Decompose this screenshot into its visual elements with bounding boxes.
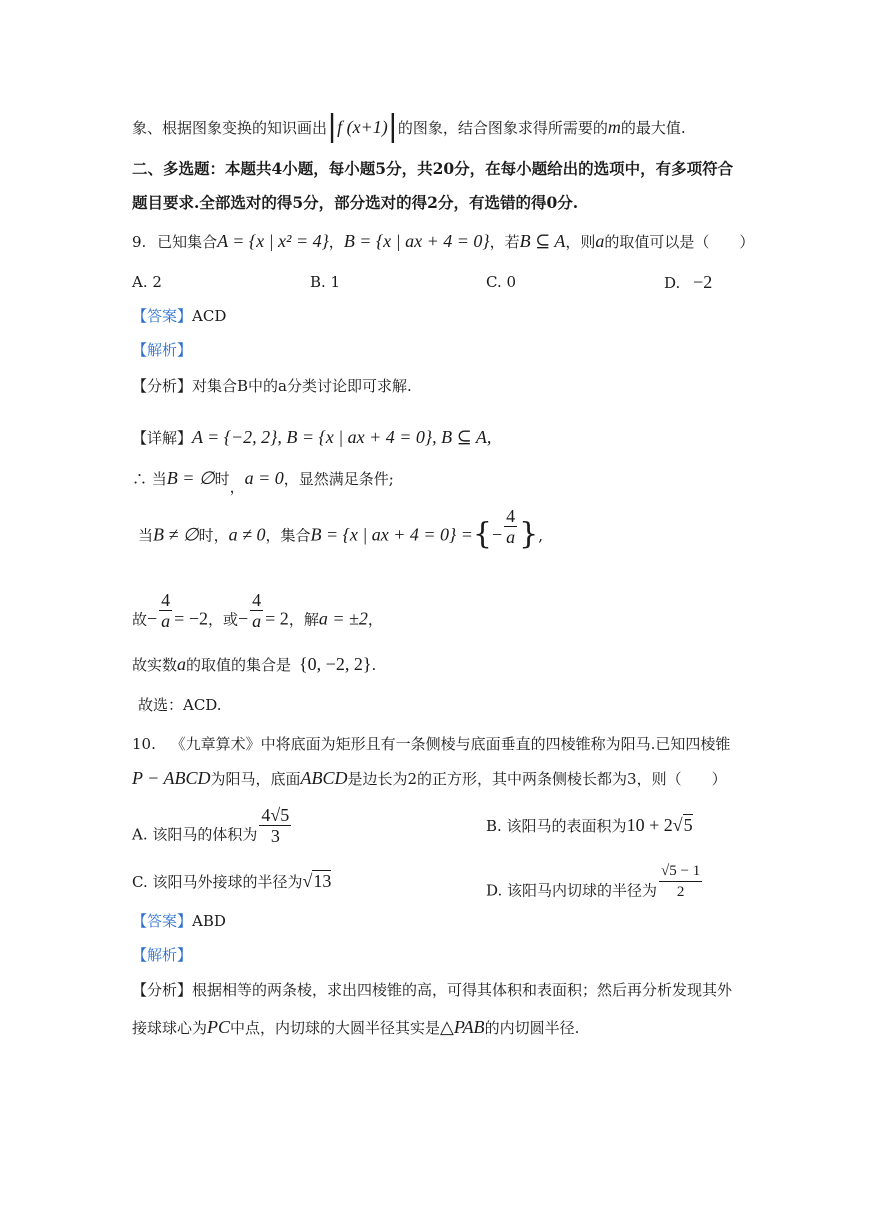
analysis-tag [132,945,192,965]
option-a: A. 2 [132,273,162,291]
sqrt-sign: √ [672,815,683,835]
option-c [132,871,331,892]
question-number: 10. [132,735,156,753]
text: 的图象，结合图象求得所需要的 [397,119,608,137]
option-a [132,805,293,856]
math-op: − [238,608,249,629]
answer-line [132,911,226,931]
math-expr: a ≠ 0 [228,524,266,545]
math-expr: P − ABCD [132,768,211,788]
text: 的最大值. [620,119,686,137]
option-d [486,863,704,912]
text: 的取值可以是（ ） [604,233,755,251]
fraction [504,506,517,547]
fenxi-line [132,980,732,1000]
option-text: C. 该阳马外接球的半径为 [132,873,303,891]
math-expr: ABCD [300,768,348,788]
text: ，集合 [265,526,311,545]
fraction [159,590,172,631]
fenxi-tag: 【分析】 [132,981,193,999]
text: 时 [214,470,230,488]
fenxi-tag: 【分析】 [132,377,193,395]
math-expr: a = 0 [244,468,284,488]
question-10-cont [132,768,727,789]
denominator: a [252,611,262,631]
xiangjie-tag: 【详解】 [132,429,193,447]
question-10 [132,734,730,754]
math-op: − [147,608,158,629]
option-text: B. 该阳马的表面积为 [486,817,627,835]
text-line [132,109,686,144]
text: 故实数 [132,656,178,674]
math-condition: B ⊆ A [519,231,566,251]
fraction [259,805,291,846]
answer-tag: 【答案】 [132,307,193,325]
math-expr: 13 [313,871,332,891]
math-expr: PC [207,1017,231,1037]
section-heading: 二、多选题：本题共4小题，每小题5分，共20分，在每小题给出的选项中，有多项符合 [132,159,734,178]
text: 已知集合 [157,233,218,251]
math-set-a: A = {x | x² = 4} [217,231,329,251]
denominator: 2 [676,884,685,900]
text: 时， [198,526,229,545]
text: ， [367,610,383,629]
question-9: 9. 已知集合A = {x | x² = 4}，B = {x | ax + 4 = 0}，若B ⊆ A，则a的取值可以是（ ） [132,231,755,251]
math-expr: B = {x | ax + 4 = 0} = [310,524,473,545]
math-expr: f (x+1) [337,117,388,137]
option-label: D. [664,274,681,292]
answer-value: ABD [192,912,226,930]
denominator: a [161,611,171,631]
math-expr: = −2 [174,608,208,629]
text: 《九章算术》中将底面为矩形且有一条侧棱与底面垂直的四棱锥称为阳马.已知四棱锥 [170,735,731,753]
sqrt-sign: √ [302,871,313,891]
text: 是边长为2的正方形，其中两条侧棱长都为3，则（ ） [347,770,727,788]
fraction [250,590,263,631]
text: 故 [132,610,148,629]
fenxi-line-cont [132,1017,579,1038]
text: 为阳马，底面 [210,770,301,788]
math-expr: B ≠ ∅ [153,524,199,545]
text: 接球球心为 [132,1019,208,1037]
math-expr: 5 [683,815,693,835]
math-expr: A = {−2, 2}, B = {x | ax + 4 = 0}, B ⊆ A, [192,427,492,447]
section-heading-cont: 题目要求.全部选对的得5分，部分选对的得2分，有选错的得0分. [132,193,579,212]
numerator: 4√5 [261,805,290,825]
question-number: 9. [132,233,147,251]
text: ， [229,478,245,496]
text: ，或 [207,610,238,629]
analysis-tag [132,340,192,360]
math-var: m [607,117,621,137]
option-b: B. 1 [310,273,341,291]
text: 象、根据图象变换的知识画出 [132,119,328,137]
text: 当 [138,526,154,545]
text: 根据相等的两条棱，求出四棱锥的高，可得其体积和表面积；然后再分析发现其外 [192,981,733,999]
option-b [486,815,693,836]
math-set: {0, −2, 2} [299,654,372,674]
option-text: A. 该阳马的体积为 [132,825,258,844]
text: . [371,656,377,674]
math-op: − [492,524,503,545]
analysis-label: 【解析】 [132,341,193,359]
option-c: C. 0 [486,273,517,291]
abs-bar: | [327,109,338,144]
answer-tag: 【答案】 [132,912,193,930]
answer-value: ACD [192,307,227,325]
math-expr: △PAB [440,1017,485,1037]
numerator: 4 [252,590,262,610]
numerator: 4 [161,590,171,610]
math-expr: = 2 [265,608,289,629]
abs-bar: | [387,109,398,144]
numerator: √5 − 1 [659,861,702,882]
brace: { [472,516,492,552]
text: 中点，内切球的大圆半径其实是 [230,1019,441,1037]
text: ，显然满足条件; [283,470,394,488]
text: ，则 [565,233,596,251]
numerator: 4 [506,506,516,526]
xiangjie-line [132,427,491,448]
denominator: a [506,527,516,547]
math-expr: B = ∅ [166,468,215,488]
analysis-label: 【解析】 [132,946,193,964]
fenxi-line [132,376,412,396]
text: ，解 [288,610,319,629]
option-text: D. 该阳马内切球的半径为 [486,881,658,900]
math-var: a [595,231,605,251]
text: ，若 [489,233,520,251]
denominator: 3 [270,826,280,846]
option-d [664,272,712,293]
text: 的内切圆半径. [484,1019,580,1037]
math-expr: 10 + 2 [626,815,673,835]
solution-line [132,654,376,675]
fraction [659,861,702,902]
solution-line [132,468,394,496]
answer-line [132,306,226,326]
brace: } [519,516,539,552]
math-var: a [177,654,187,674]
solution-line: 当B ≠ ∅时，a ≠ 0，集合B = {x | ax + 4 = 0} ={− $\frac{4}{a}$ }, [138,506,544,552]
text: 对集合B中的a分类讨论即可求解. [192,377,412,395]
choose-line: 故选：ACD. [138,696,222,714]
option-value: −2 [693,272,713,292]
math-set-b: B = {x | ax + 4 = 0} [343,231,490,251]
math-expr: a = ±2 [318,608,368,629]
text: ∴ 当 [132,470,167,488]
text: 的取值的集合是 [186,656,292,674]
solution-line [132,590,383,641]
